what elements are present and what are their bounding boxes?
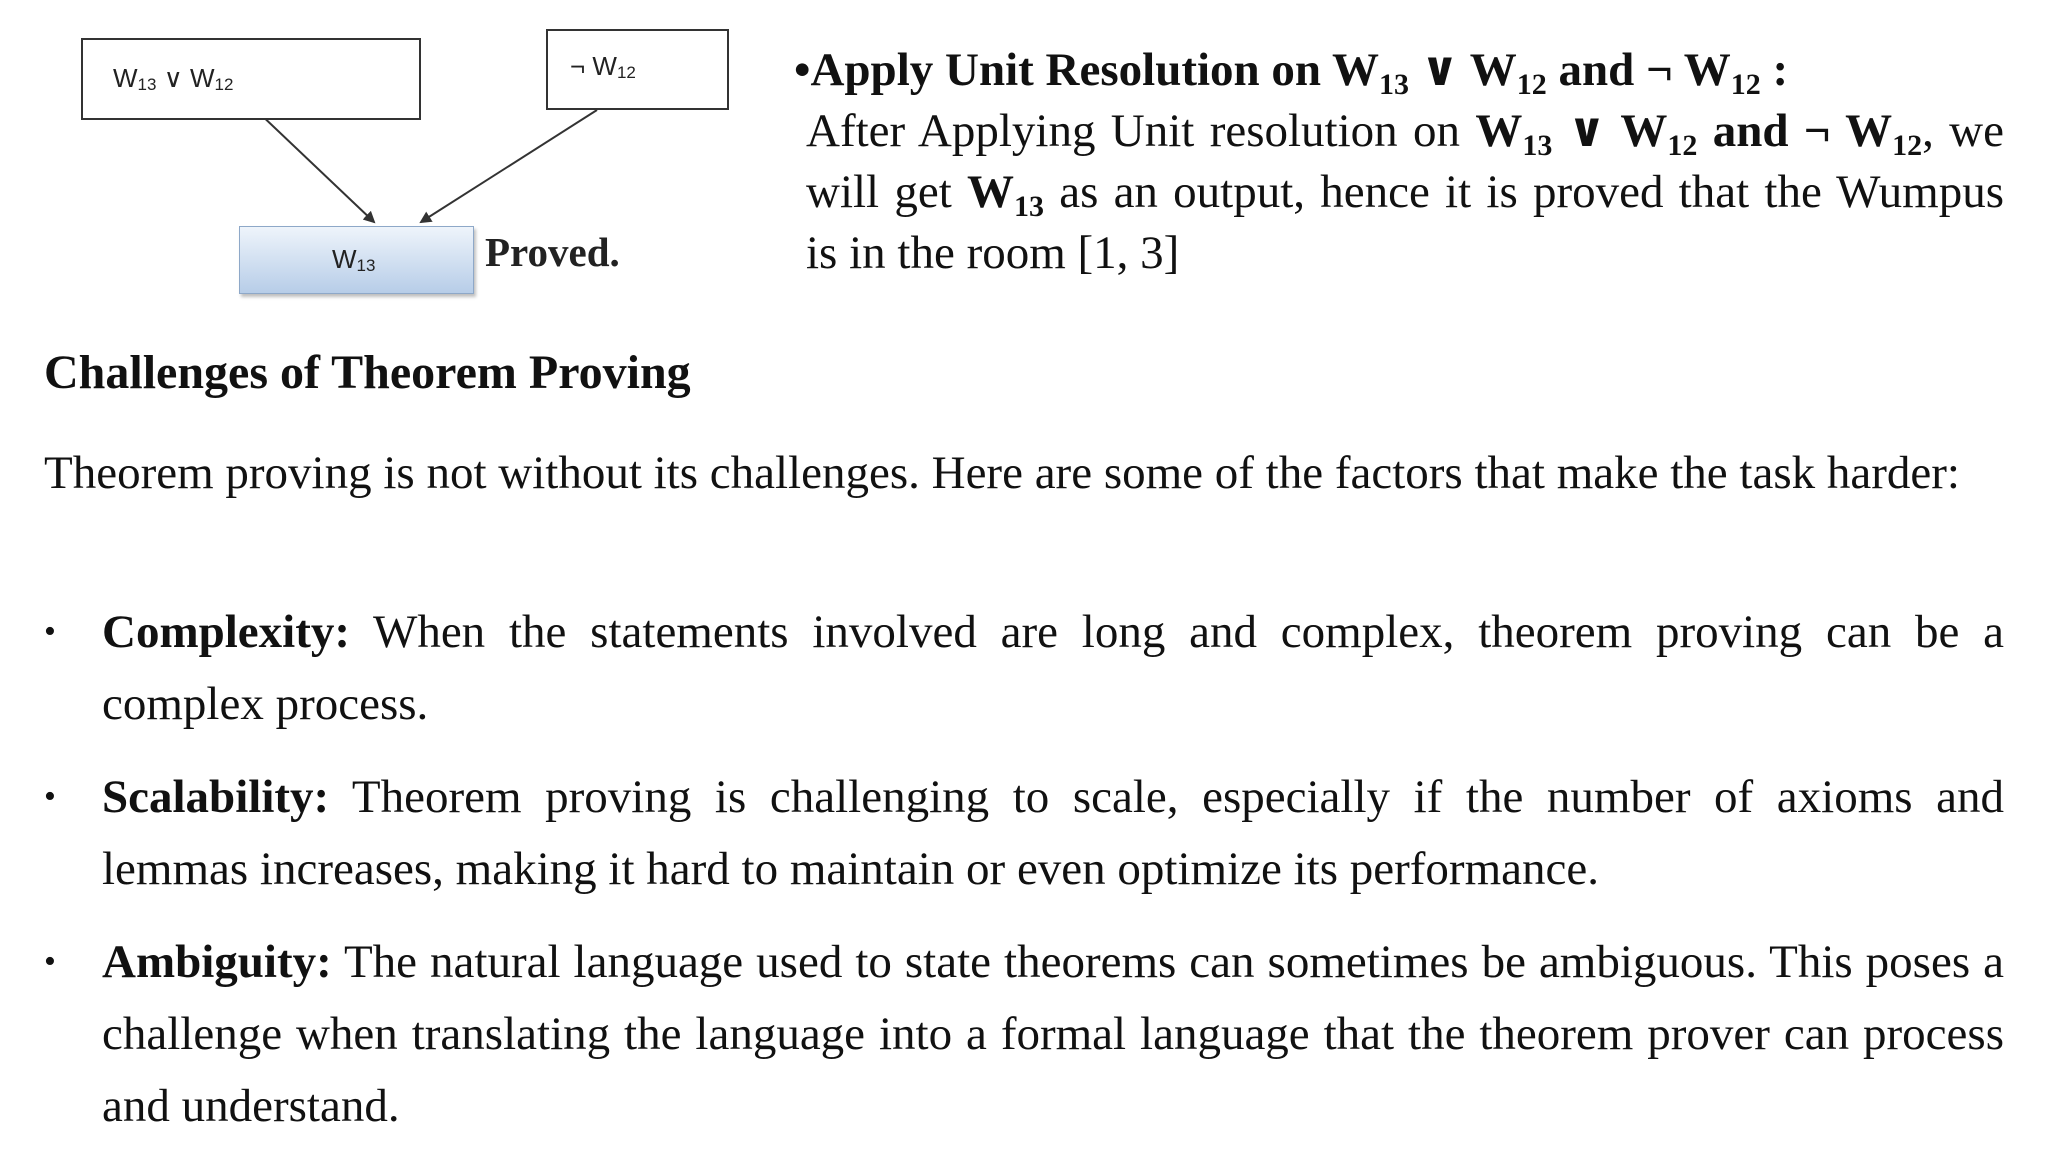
resolution-paragraph: After Applying Unit resolution on $W_{13}$ ∨ $W_{12}$ and ¬ $W_{12}$, we will get $W_{13}$ as an output, hence it is proved that the Wumpus is in the room [1, 3]: [806, 105, 2004, 279]
resolution-diagram: [0, 0, 760, 320]
list-item: • Ambiguity: The natural language used to state theorems can sometimes be ambiguous. This poses a challenge when translating the language into a formal language that the theorem prover can process and understand.: [44, 926, 2004, 1142]
section-title: Challenges of Theorem Proving: [44, 346, 691, 399]
premise-box-negation: [546, 29, 729, 110]
result-box: [239, 226, 474, 294]
list-item: • Complexity: When the statements involved are long and complex, theorem proving can be a complex process.: [44, 596, 2004, 740]
bullet-icon: •: [44, 778, 56, 815]
proved-label: Proved.: [485, 229, 620, 275]
bullet-icon: •: [44, 613, 56, 650]
premise-text: ¬ $W_{12}$: [570, 51, 636, 82]
premise-box-disjunction: [81, 38, 421, 120]
resolution-heading: •Apply Unit Resolution on $W_{13}$ ∨ $W_{12}$ and ¬ $W_{12}$ :: [794, 44, 1789, 101]
result-text: $W_{13}$: [332, 244, 376, 275]
section-intro: Theorem proving is not without its challenges. Here are some of the factors that make the task harder:: [44, 447, 1960, 499]
challenges-list: [44, 596, 2004, 1163]
premise-text: $W_{13}$ ∨ $W_{12}$: [113, 63, 234, 94]
list-item: • Scalability: Theorem proving is challenging to scale, especially if the number of axioms and lemmas increases, making it hard to maintain or even optimize its performance.: [44, 761, 2004, 905]
bullet-icon: •: [44, 943, 56, 980]
arrow-right: [421, 110, 597, 222]
resolution-explanation: [794, 40, 2004, 284]
arrow-left: [256, 110, 374, 222]
